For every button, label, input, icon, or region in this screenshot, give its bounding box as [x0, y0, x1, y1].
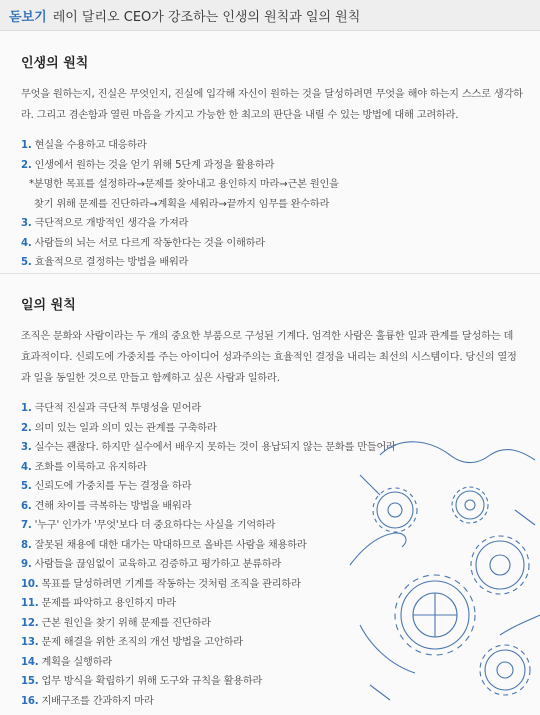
- item-text: 근본 원인을 찾기 위해 문제를 진단하라: [41, 617, 211, 629]
- item-text: '누구' 인가가 '무엇'보다 더 중요하다는 사실을 기억하라: [34, 520, 276, 531]
- gear-top-right: [452, 487, 488, 523]
- item-text: 극단적 진실과 극단적 투명성을 믿어라: [34, 403, 201, 414]
- hand-outline-top: [380, 442, 490, 463]
- life-principle-item: [21, 253, 524, 273]
- header-tag: 돋보기: [9, 9, 47, 25]
- hand-outline-bottom-left: [360, 625, 415, 673]
- life-section-title: 인생의 원칙: [21, 56, 89, 71]
- item-text: 찾기 위해 문제를 진단하라→계획을 세워라→끝까지 임무를 완수하라: [34, 198, 330, 210]
- gears-hands-illustration: [340, 415, 540, 715]
- item-text: 업무 방식을 확립하기 위해 도구와 규칙을 활용하라: [41, 676, 263, 687]
- item-text: 문제를 파악하고 용인하지 마라: [41, 598, 176, 609]
- item-number: 9.: [21, 559, 32, 570]
- item-number: 3.: [21, 442, 32, 453]
- item-number: 1.: [21, 403, 32, 414]
- item-number: 13.: [21, 637, 39, 648]
- item-number: 2.: [21, 422, 32, 434]
- item-text: 문제 해결을 위한 조직의 개선 방법을 고안하라: [41, 637, 243, 648]
- item-number: 11.: [21, 598, 39, 609]
- life-principles-list: [21, 136, 524, 273]
- hand-outline-left: [350, 533, 406, 565]
- item-number: 14.: [21, 656, 39, 668]
- page-title: 레이 달리오 CEO가 강조하는 인생의 원칙과 일의 원칙: [52, 9, 361, 25]
- life-section-body: 무엇을 원하는지, 진실은 무엇인지, 진실에 입각해 자신이 원하는 것을 달성하려면 무엇을 해야 하는지 스스로 생각하라. 그리고 겸손함과 열린 마음을 가지고 가능한 한 최고의 판단을 내릴 수 있는 방법에 대해 고려하라.: [21, 89, 523, 121]
- life-principle-item: [21, 214, 524, 234]
- item-number: 16.: [21, 695, 39, 707]
- item-text: 효율적으로 결정하는 방법을 배워라: [34, 257, 189, 268]
- item-text: 사람들의 뇌는 서로 다르게 작동한다는 것을 이해하라: [34, 237, 265, 249]
- item-number: 5.: [21, 257, 32, 268]
- life-principles-section: [21, 52, 524, 273]
- item-number: 1.: [21, 140, 32, 151]
- item-number: 12.: [21, 617, 39, 629]
- item-number: 4.: [21, 237, 32, 249]
- item-text: 극단적으로 개방적인 생각을 가져라: [34, 218, 189, 229]
- section-divider: [0, 273, 540, 274]
- work-section-body: 조직은 문화와 사람이라는 두 개의 중요한 부품으로 구성된 기계다. 엄격한 사람은 훌륭한 일과 관계를 달성하는 데 효과적이다. 신뢰도에 가중치를 주는 아이디어 성과주의는 효율적인 결정을 내리는 최선의 시스템이다. 당신의 열정과 일을 동일한 것으로 만들고 함께하고 싶은 사람과 일하라.: [21, 331, 517, 384]
- gear-large: [395, 575, 475, 655]
- gear-bottom-right: [480, 645, 530, 695]
- life-principle-item: [21, 234, 524, 254]
- life-principle-item: [21, 156, 524, 176]
- item-number: 8.: [21, 539, 32, 551]
- item-text: 실수는 괜찮다. 하지만 실수에서 배우지 못하는 것이 용납되지 않는 문화를 만들어라: [34, 442, 396, 453]
- item-text: 잘못된 채용에 대한 대가는 막대하므로 올바른 사람을 채용하라: [34, 539, 307, 551]
- hand-outline-top-right: [490, 450, 535, 460]
- life-principle-item: [21, 136, 524, 156]
- item-number: 2.: [21, 159, 32, 171]
- work-section-title: 일의 원칙: [21, 298, 76, 313]
- item-text: 인생에서 원하는 것을 얻기 위해 5단계 과정을 활용하라: [34, 159, 275, 171]
- item-number: 15.: [21, 676, 39, 687]
- item-number: 10.: [21, 578, 39, 590]
- item-number: 4.: [21, 461, 32, 473]
- life-principle-item: [21, 195, 524, 215]
- hand-outline-right: [500, 615, 540, 635]
- item-number: 3.: [21, 218, 32, 229]
- life-principle-item: [21, 175, 524, 195]
- item-text: 사람들을 끊임없이 교육하고 검증하고 평가하고 분류하라: [34, 559, 282, 570]
- item-text: 목표를 달성하려면 기계를 작동하는 것처럼 조직을 관리하라: [41, 578, 301, 590]
- item-number: 6.: [21, 500, 32, 512]
- gear-medium: [471, 536, 529, 594]
- item-text: 의미 있는 일과 의미 있는 관계를 구축하라: [34, 422, 217, 434]
- item-text: 계획을 실행하라: [41, 656, 112, 668]
- item-text: 견해 차이를 극복하는 방법을 배워라: [34, 500, 192, 512]
- item-number: 5.: [21, 481, 32, 492]
- item-number: 7.: [21, 520, 32, 531]
- item-text: 현실을 수용하고 대응하라: [34, 140, 147, 151]
- item-text: 신뢰도에 가중치를 두는 결정을 하라: [34, 481, 192, 492]
- item-text: 지배구조를 간과하지 마라: [41, 695, 154, 707]
- header-bar: [0, 0, 540, 31]
- item-text: 조화를 이룩하고 유지하라: [34, 461, 147, 473]
- item-text: *분명한 목표를 설정하라→문제를 찾아내고 용인하지 마라→근본 원인을: [29, 179, 339, 190]
